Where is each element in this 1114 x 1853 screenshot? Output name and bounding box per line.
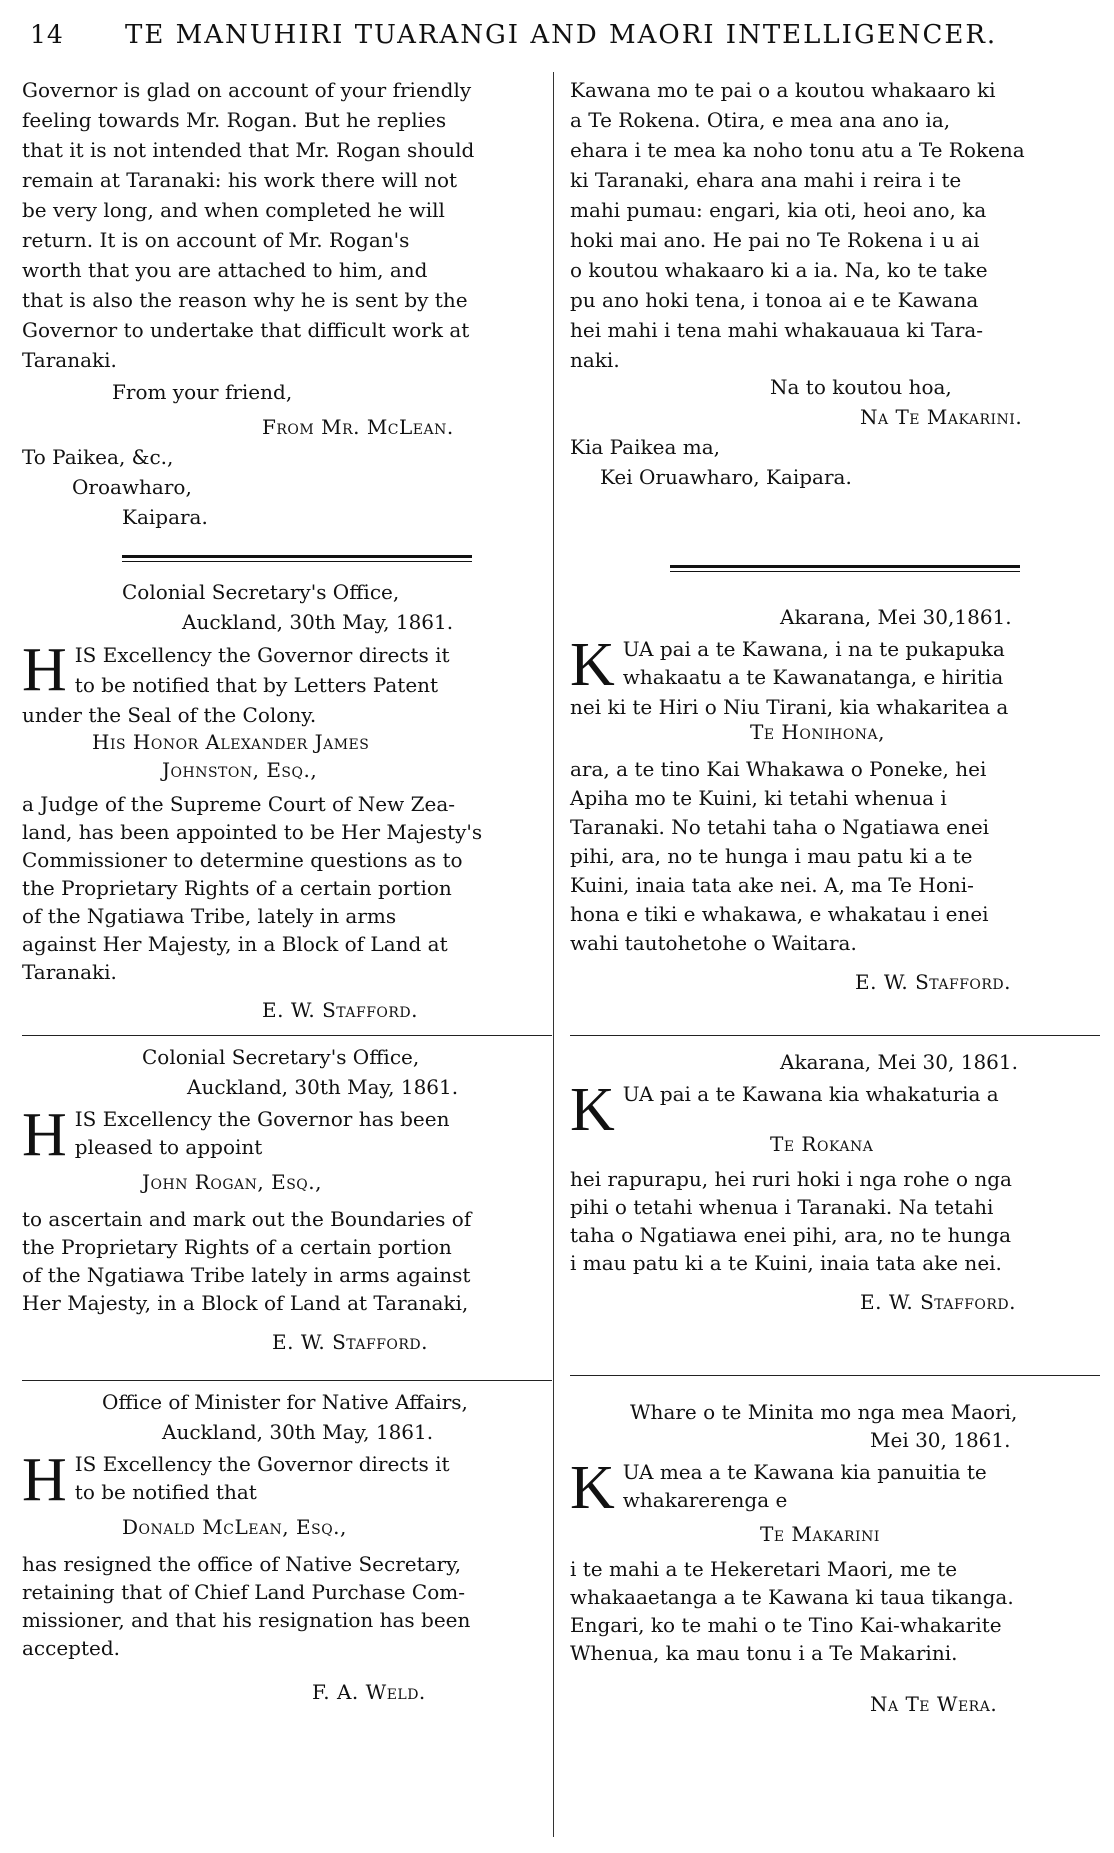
notice-body bbox=[570, 1165, 1012, 1277]
text-line: return. It is on account of Mr. Rogan's bbox=[22, 228, 410, 252]
text-line: a Judge of the Supreme Court of New Zea- bbox=[22, 792, 456, 816]
text-line: Engari, ko te mahi o te Tino Kai-whakarite bbox=[570, 1613, 1002, 1637]
notice-date: Akarana, Mei 30,1861. bbox=[780, 605, 1012, 629]
notice-date: Auckland, 30th May, 1861. bbox=[187, 1075, 459, 1099]
notice-signature: E. W. Stafford. bbox=[860, 1290, 1017, 1314]
address-line: Kei Oruawharo, Kaipara. bbox=[600, 465, 852, 489]
text-line: missioner, and that his resignation has been bbox=[22, 1608, 471, 1632]
section-rule bbox=[122, 555, 472, 562]
notice-intro bbox=[570, 631, 1100, 721]
section-rule bbox=[22, 1380, 552, 1381]
section-rule bbox=[570, 1375, 1100, 1376]
page-header bbox=[0, 20, 1114, 60]
text-line: Kawana mo te pai o a koutou whakaaro ki bbox=[570, 78, 996, 102]
text-line: UA mea a te Kawana kia panuitia te bbox=[622, 1460, 987, 1484]
text-line: Whenua, ka mau tonu i a Te Makarini. bbox=[570, 1641, 958, 1665]
letter-signature: From Mr. McLean. bbox=[262, 415, 454, 439]
text-line: remain at Taranaki: his work there will not bbox=[22, 168, 458, 192]
page-number: 14 bbox=[30, 20, 64, 49]
address-line: To Paikea, &c., bbox=[22, 445, 174, 469]
appointee-name: John Rogan, Esq., bbox=[142, 1170, 322, 1194]
letter-maori-body bbox=[570, 75, 1100, 375]
appointee-name: Te Honihona, bbox=[750, 720, 886, 744]
notice-date: Mei 30, 1861. bbox=[870, 1428, 1011, 1452]
appointee-name: Johnston, Esq., bbox=[162, 758, 318, 782]
notice-date: Auckland, 30th May, 1861. bbox=[182, 610, 454, 634]
text-line: Governor to undertake that difficult work at bbox=[22, 318, 470, 342]
text-line: has resigned the office of Native Secretary, bbox=[22, 1552, 462, 1576]
address-line: Kaipara. bbox=[122, 505, 208, 529]
notice-signature: E. W. Stafford. bbox=[272, 1330, 429, 1354]
address-line: Kia Paikea ma, bbox=[570, 435, 720, 459]
text-line: whakaaetanga a te Kawana ki taua tikanga. bbox=[570, 1585, 1014, 1609]
text-line: accepted. bbox=[22, 1636, 120, 1660]
text-line: of the Ngatiawa Tribe lately in arms against bbox=[22, 1263, 471, 1287]
notice-body bbox=[22, 1205, 471, 1317]
text-line: Apiha mo te Kuini, ki tetahi whenua i bbox=[570, 786, 947, 810]
text-line: o koutou whakaaro ki a ia. Na, ko te take bbox=[570, 258, 988, 282]
notice-body bbox=[570, 755, 989, 958]
notice-body bbox=[22, 790, 482, 986]
text-line: Taranaki. bbox=[22, 348, 117, 372]
text-line: the Proprietary Rights of a certain portion bbox=[22, 876, 452, 900]
appointee-name: Donald McLean, Esq., bbox=[122, 1515, 347, 1539]
text-line: whakaatu a te Kawanatanga, e hiritia bbox=[622, 665, 1004, 689]
notice-signature: Na Te Wera. bbox=[870, 1692, 998, 1716]
text-line: against Her Majesty, in a Block of Land at bbox=[22, 932, 448, 956]
text-line: pu ano hoki tena, i tonoa ai e te Kawana bbox=[570, 288, 979, 312]
drop-cap: H bbox=[22, 636, 67, 704]
drop-cap: H bbox=[22, 1446, 67, 1514]
drop-cap: K bbox=[570, 1454, 615, 1522]
text-line: IS Excellency the Governor directs it bbox=[74, 1452, 450, 1476]
text-line: hei mahi i tena mahi whakauaua ki Tara- bbox=[570, 318, 984, 342]
text-line: pihi o tetahi whenua i Taranaki. Na tetahi bbox=[570, 1195, 994, 1219]
text-line: IS Excellency the Governor has been bbox=[74, 1107, 450, 1131]
text-line: ki Taranaki, ehara ana mahi i reira i te bbox=[570, 168, 962, 192]
text-line: Taranaki. bbox=[22, 960, 117, 984]
letter-maori bbox=[570, 75, 1100, 489]
text-line: to be notified that bbox=[74, 1480, 257, 1504]
letter-english bbox=[22, 75, 552, 529]
notice-date: Akarana, Mei 30, 1861. bbox=[780, 1050, 1018, 1074]
text-line: feeling towards Mr. Rogan. But he replies bbox=[22, 108, 447, 132]
text-line: that is also the reason why he is sent by the bbox=[22, 288, 468, 312]
text-line: be very long, and when completed he will bbox=[22, 198, 445, 222]
text-line: taha o Ngatiawa enei pihi, ara, no te hunga bbox=[570, 1223, 1012, 1247]
text-line: i mau patu ki a te Kuini, inaia tata ake nei. bbox=[570, 1251, 1002, 1275]
text-line: under the Seal of the Colony. bbox=[22, 703, 317, 727]
notice-office: Office of Minister for Native Affairs, bbox=[102, 1390, 468, 1414]
drop-cap: K bbox=[570, 1076, 615, 1144]
notice-body bbox=[22, 1550, 470, 1662]
drop-cap: H bbox=[22, 1101, 67, 1169]
notice-intro bbox=[22, 636, 552, 730]
notice-body bbox=[570, 1555, 1014, 1667]
text-line: pleased to appoint bbox=[74, 1135, 263, 1159]
text-line: Commissioner to determine questions as to bbox=[22, 848, 463, 872]
section-rule bbox=[570, 1035, 1100, 1036]
drop-cap: K bbox=[570, 631, 615, 699]
text-line: Governor is glad on account of your friendly bbox=[22, 78, 472, 102]
notice-intro bbox=[570, 1454, 1100, 1522]
text-line: Kuini, inaia tata ake nei. A, ma Te Honi- bbox=[570, 873, 974, 897]
notice-office: Colonial Secretary's Office, bbox=[142, 1045, 420, 1069]
notice-office: Colonial Secretary's Office, bbox=[122, 580, 400, 604]
text-line: ehara i te mea ka noho tonu atu a Te Rokena bbox=[570, 138, 1025, 162]
letter-closing: From your friend, bbox=[112, 380, 293, 404]
text-line: hona e tiki e whakawa, e whakatau i enei bbox=[570, 902, 989, 926]
running-title: TE MANUHIRI TUARANGI AND MAORI INTELLIGENCER. bbox=[125, 20, 998, 50]
notice-intro bbox=[22, 1446, 552, 1514]
text-line: land, has been appointed to be Her Majesty's bbox=[22, 820, 483, 844]
text-line: mahi pumau: engari, kia oti, heoi ano, ka bbox=[570, 198, 987, 222]
notice-date: Auckland, 30th May, 1861. bbox=[162, 1420, 434, 1444]
letter-closing: Na to koutou hoa, bbox=[770, 375, 952, 399]
letter-signature: Na Te Makarini. bbox=[860, 405, 1023, 429]
text-line: worth that you are attached to him, and bbox=[22, 258, 428, 282]
text-line: nei ki te Hiri o Niu Tirani, kia whakaritea a bbox=[570, 695, 1009, 719]
notice-signature: E. W. Stafford. bbox=[855, 970, 1012, 994]
appointee-name: Te Makarini bbox=[760, 1522, 880, 1546]
text-line: retaining that of Chief Land Purchase Com- bbox=[22, 1580, 465, 1604]
text-line: UA pai a te Kawana, i na te pukapuka bbox=[622, 637, 1005, 661]
notice-signature: E. W. Stafford. bbox=[262, 998, 419, 1022]
notice-office: Whare o te Minita mo nga mea Maori, bbox=[630, 1400, 1018, 1424]
notice-signature: F. A. Weld. bbox=[312, 1680, 426, 1704]
text-line: UA pai a te Kawana kia whakaturia a bbox=[622, 1082, 999, 1106]
section-rule bbox=[670, 565, 1020, 572]
text-line: i te mahi a te Hekeretari Maori, me te bbox=[570, 1557, 958, 1581]
text-line: naki. bbox=[570, 348, 620, 372]
appointee-name: Te Rokana bbox=[770, 1132, 874, 1156]
text-line: to ascertain and mark out the Boundaries of bbox=[22, 1207, 472, 1231]
address-line: Oroawharo, bbox=[72, 475, 192, 499]
text-line: of the Ngatiawa Tribe, lately in arms bbox=[22, 904, 397, 928]
text-line: Taranaki. No tetahi taha o Ngatiawa enei bbox=[570, 815, 990, 839]
section-rule bbox=[22, 1035, 552, 1036]
letter-english-body bbox=[22, 75, 552, 375]
text-line: a Te Rokena. Otira, e mea ana ano ia, bbox=[570, 108, 951, 132]
text-line: to be notified that by Letters Patent bbox=[74, 673, 439, 697]
text-line: hoki mai ano. He pai no Te Rokena i u ai bbox=[570, 228, 980, 252]
text-line: Her Majesty, in a Block of Land at Taranaki, bbox=[22, 1291, 469, 1315]
text-line: ara, a te tino Kai Whakawa o Poneke, hei bbox=[570, 757, 987, 781]
text-line: IS Excellency the Governor directs it bbox=[74, 643, 450, 667]
text-line: wahi tautohetohe o Waitara. bbox=[570, 931, 857, 955]
text-line: hei rapurapu, hei ruri hoki i nga rohe o nga bbox=[570, 1167, 1012, 1191]
appointee-name: His Honor Alexander James bbox=[92, 730, 370, 754]
text-line: whakarerenga e bbox=[622, 1488, 788, 1512]
text-line: pihi, ara, no te hunga i mau patu ki a te bbox=[570, 844, 973, 868]
text-line: the Proprietary Rights of a certain portion bbox=[22, 1235, 452, 1259]
text-line: that it is not intended that Mr. Rogan should bbox=[22, 138, 475, 162]
column-divider bbox=[553, 72, 554, 1837]
notice-intro bbox=[22, 1101, 552, 1169]
